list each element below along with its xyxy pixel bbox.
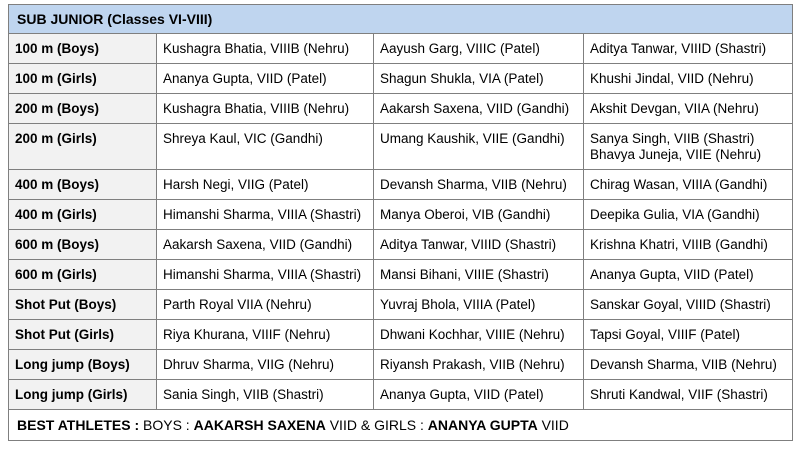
first-place: Harsh Negi, VIIG (Patel)	[157, 170, 374, 200]
event-name: 400 m (Boys)	[9, 170, 157, 200]
second-place: Yuvraj Bhola, VIIIA (Patel)	[374, 290, 584, 320]
event-name: 600 m (Boys)	[9, 230, 157, 260]
first-place: Kushagra Bhatia, VIIIB (Nehru)	[157, 34, 374, 64]
best-girl-name: ANANYA GUPTA	[427, 417, 538, 433]
first-place: Kushagra Bhatia, VIIIB (Nehru)	[157, 94, 374, 124]
third-place: Shruti Kandwal, VIIF (Shastri)	[584, 380, 793, 410]
third-place: Khushi Jindal, VIID (Nehru)	[584, 64, 793, 94]
table-row	[9, 64, 793, 94]
third-place-name-tie: Bhavya Juneja, VIIE (Nehru)	[590, 147, 762, 162]
best-boy-name: AAKARSH SAXENA	[193, 417, 326, 433]
third-place	[584, 124, 793, 170]
event-name: Long jump (Girls)	[9, 380, 157, 410]
girls-class: VIID	[537, 417, 569, 433]
second-place: Aayush Garg, VIIIC (Patel)	[374, 34, 584, 64]
event-name: Long jump (Boys)	[9, 350, 157, 380]
second-place: Aakarsh Saxena, VIID (Gandhi)	[374, 94, 584, 124]
third-place: Aditya Tanwar, VIIID (Shastri)	[584, 34, 793, 64]
boys-class-girls-prefix: VIID & GIRLS :	[325, 417, 428, 433]
third-place: Chirag Wasan, VIIIA (Gandhi)	[584, 170, 793, 200]
third-place: Sanskar Goyal, VIIID (Shastri)	[584, 290, 793, 320]
first-place: Shreya Kaul, VIC (Gandhi)	[157, 124, 374, 170]
table-row	[9, 200, 793, 230]
table-row	[9, 290, 793, 320]
event-name: 100 m (Girls)	[9, 64, 157, 94]
table-row	[9, 124, 793, 170]
table-title: SUB JUNIOR (Classes VI-VIII)	[9, 5, 793, 34]
event-name: 200 m (Boys)	[9, 94, 157, 124]
event-name: Shot Put (Girls)	[9, 320, 157, 350]
event-name: 400 m (Girls)	[9, 200, 157, 230]
second-place: Umang Kaushik, VIIE (Gandhi)	[374, 124, 584, 170]
best-athletes-footer	[9, 410, 793, 441]
first-place: Ananya Gupta, VIID (Patel)	[157, 64, 374, 94]
table-row	[9, 94, 793, 124]
table-row	[9, 170, 793, 200]
third-place: Krishna Khatri, VIIIB (Gandhi)	[584, 230, 793, 260]
table-row	[9, 320, 793, 350]
first-place: Dhruv Sharma, VIIG (Nehru)	[157, 350, 374, 380]
third-place: Deepika Gulia, VIA (Gandhi)	[584, 200, 793, 230]
second-place: Mansi Bihani, VIIIE (Shastri)	[374, 260, 584, 290]
table-row	[9, 34, 793, 64]
event-name: Shot Put (Boys)	[9, 290, 157, 320]
first-place: Himanshi Sharma, VIIIA (Shastri)	[157, 260, 374, 290]
table-row	[9, 230, 793, 260]
second-place: Riyansh Prakash, VIIB (Nehru)	[374, 350, 584, 380]
event-name: 600 m (Girls)	[9, 260, 157, 290]
third-place-name: Sanya Singh, VIIB (Shastri)	[590, 131, 755, 146]
best-athletes-label: BEST ATHLETES :	[17, 417, 140, 433]
second-place: Ananya Gupta, VIID (Patel)	[374, 380, 584, 410]
second-place: Shagun Shukla, VIA (Patel)	[374, 64, 584, 94]
boys-prefix: BOYS :	[139, 417, 194, 433]
table-row	[9, 380, 793, 410]
third-place: Akshit Devgan, VIIA (Nehru)	[584, 94, 793, 124]
event-name: 100 m (Boys)	[9, 34, 157, 64]
first-place: Parth Royal VIIA (Nehru)	[157, 290, 374, 320]
third-place: Ananya Gupta, VIID (Patel)	[584, 260, 793, 290]
event-name: 200 m (Girls)	[9, 124, 157, 170]
first-place: Riya Khurana, VIIIF (Nehru)	[157, 320, 374, 350]
second-place: Aditya Tanwar, VIIID (Shastri)	[374, 230, 584, 260]
results-table	[8, 4, 793, 441]
table-row	[9, 350, 793, 380]
third-place: Tapsi Goyal, VIIIF (Patel)	[584, 320, 793, 350]
second-place: Devansh Sharma, VIIB (Nehru)	[374, 170, 584, 200]
first-place: Himanshi Sharma, VIIIA (Shastri)	[157, 200, 374, 230]
third-place: Devansh Sharma, VIIB (Nehru)	[584, 350, 793, 380]
table-row	[9, 260, 793, 290]
first-place: Aakarsh Saxena, VIID (Gandhi)	[157, 230, 374, 260]
second-place: Manya Oberoi, VIB (Gandhi)	[374, 200, 584, 230]
second-place: Dhwani Kochhar, VIIIE (Nehru)	[374, 320, 584, 350]
first-place: Sania Singh, VIIB (Shastri)	[157, 380, 374, 410]
